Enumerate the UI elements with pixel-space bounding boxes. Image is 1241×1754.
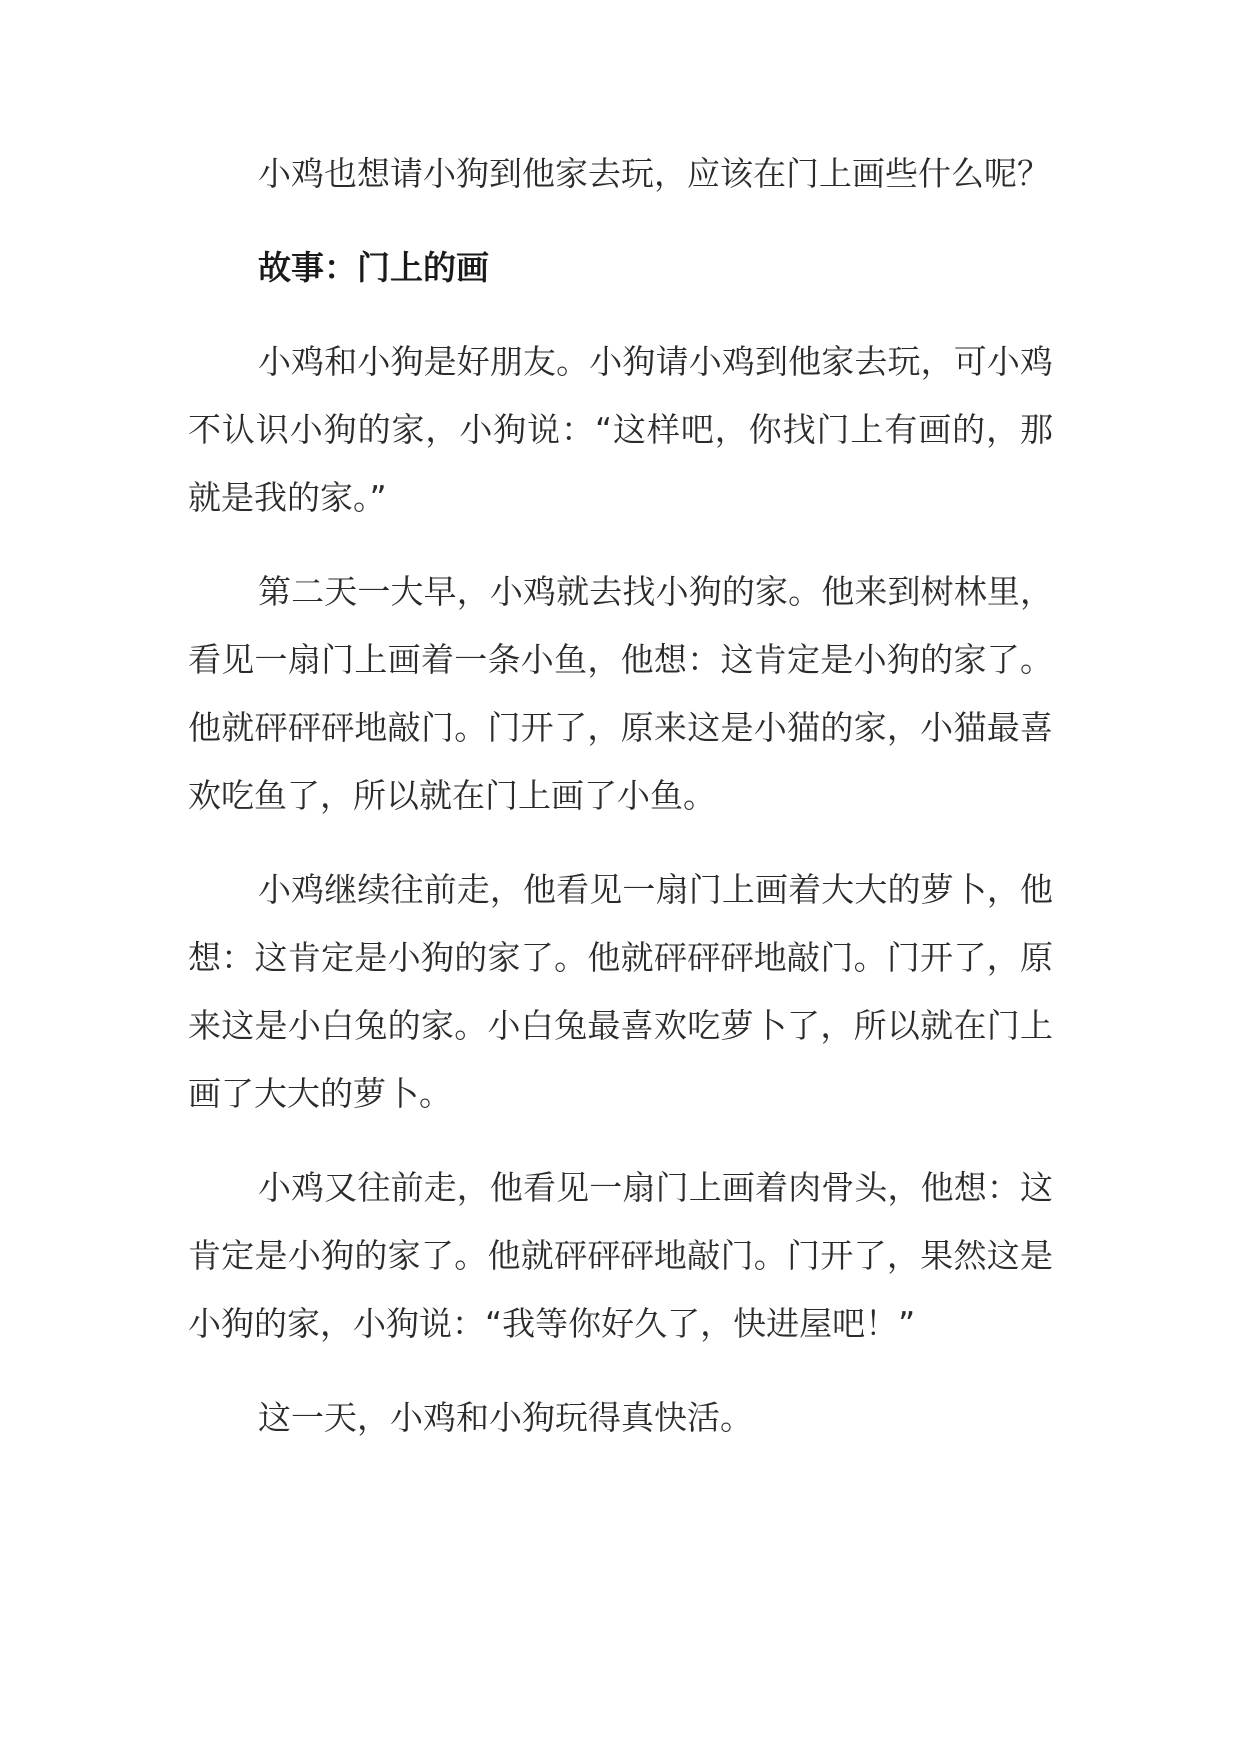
story-paragraph-2: 第二天一大早，小鸡就去找小狗的家。他来到树林里，看见一扇门上画着一条小鱼，他想：这肯定是小狗的家了。他就砰砰砰地敲门。门开了，原来这是小猫的家，小猫最喜欢吃鱼了，所以就在门上画了小鱼。: [188, 572, 1053, 815]
story-paragraph-1: 小鸡和小狗是好朋友。小狗请小鸡到他家去玩，可小鸡不认识小狗的家，小狗说：“这样吧，你找门上有画的，那就是我的家。”: [188, 342, 1053, 517]
document-page: [188, 140, 1053, 1478]
story-paragraph-3: 小鸡继续往前走，他看见一扇门上画着大大的萝卜，他想：这肯定是小狗的家了。他就砰砰砰地敲门。门开了，原来这是小白兔的家。小白兔最喜欢吃萝卜了，所以就在门上画了大大的萝卜。: [188, 870, 1053, 1113]
story-paragraph-4: 小鸡又往前走，他看见一扇门上画着肉骨头，他想：这肯定是小狗的家了。他就砰砰砰地敲门。门开了，果然这是小狗的家，小狗说：“我等你好久了，快进屋吧！”: [188, 1168, 1053, 1343]
story-title: 故事：门上的画: [258, 248, 489, 287]
intro-paragraph: 小鸡也想请小狗到他家去玩，应该在门上画些什么呢？: [258, 154, 1050, 193]
story-paragraph-5: 这一天，小鸡和小狗玩得真快活。: [258, 1398, 753, 1437]
